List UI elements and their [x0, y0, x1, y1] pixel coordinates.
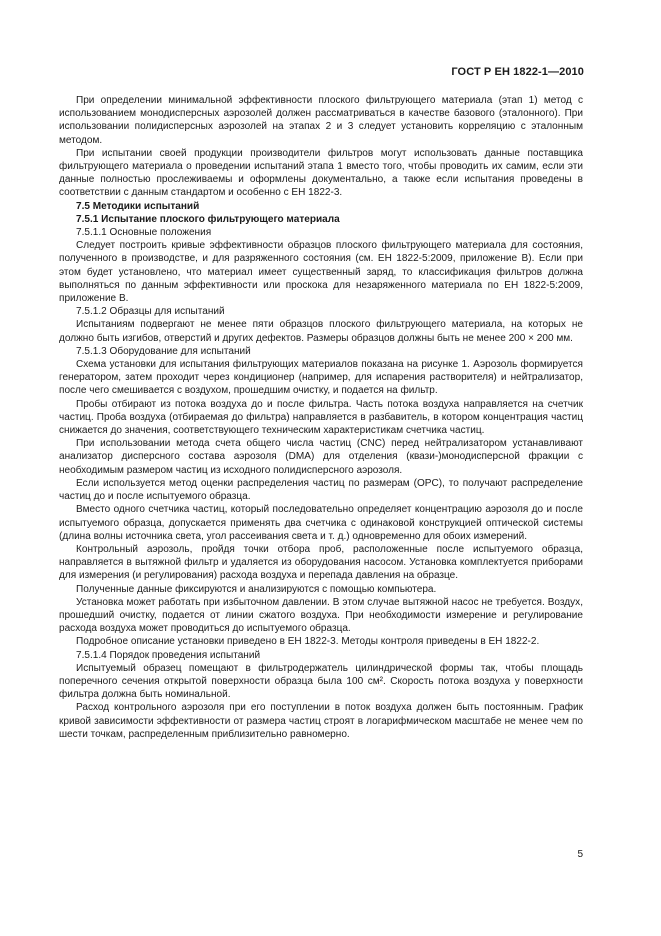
- paragraph: Схема установки для испытания фильтрующих материалов показана на рисунке 1. Аэрозоль формируется генератором, затем проходит через кондиционер (например, для испарения растворителя) и нейтрализатор, после чего смешивается с воздухом, прошедшим очистку, и подается на фильтр.: [59, 359, 583, 397]
- paragraph: Если используется метод оценки распределения частиц по размерам (OPC), то получают распределение частиц до и после испытуемого образца.: [59, 477, 583, 503]
- paragraph: При использовании метода счета общего числа частиц (CNC) перед нейтрализатором устанавливают анализатор дисперсного состава аэрозоля (DMA) для отделения (квази-)монодисперсной фракции с необходимым размером частиц из исходного полидисперсного аэрозоля.: [59, 438, 583, 476]
- paragraph: Испытуемый образец помещают в фильтродержатель цилиндрической формы так, чтобы площадь поперечного сечения открытой поверхности образца была 100 см². Скорость потока воздуха у поверхности фильтра должна быть номинальной.: [59, 662, 583, 701]
- paragraph: Следует построить кривые эффективности образцов плоского фильтрующего материала для состояния, полученного в производстве, и для разряженного состояния (см. ЕН 1822-5:2009, приложение В). Если при этом будет установлено, что материал имеет существенный заряд, то классификация фильтров должна выполняться по данным эффективности или проскока для незаряженного материала по ЕН 1822-5:2009, приложение В.: [59, 240, 583, 305]
- paragraph: Вместо одного счетчика частиц, который последовательно определяет концентрацию аэрозоля до и после испытуемого образца, допускается применять два счетчика с одинаковой конструкцией оптической системы (длина волны источника света, угол рассеивания света и т. д.) одновременно для обоих измерений.: [59, 504, 583, 542]
- paragraph: Полученные данные фиксируются и анализируются с помощью компьютера.: [76, 583, 437, 595]
- section-heading-7-5: 7.5 Методики испытаний: [76, 200, 200, 212]
- subsection-heading-7-5-1-2: 7.5.1.2 Образцы для испытаний: [76, 306, 225, 318]
- paragraph: При испытании своей продукции производители фильтров могут использовать данные поставщика фильтрующего материала о проведении испытаний этапа 1 вместо того, чтобы проводить их самим, если эти данные полностью прослеживаемы и оформлены документально, а также если испытания проведены в соответствии с данным стандартом и особенно с ЕН 1822-3.: [59, 147, 583, 199]
- subsection-heading-7-5-1-3: 7.5.1.3 Оборудование для испытаний: [76, 345, 251, 357]
- subsection-heading-7-5-1-4: 7.5.1.4 Порядок проведения испытаний: [76, 649, 261, 661]
- paragraph: Установка может работать при избыточном давлении. В этом случае вытяжной насос не требуется. Воздух, прошедший очистку, подается от линии сжатого воздуха. При необходимости измерение и регулирование расхода воздуха может проводиться до испытуемого образца.: [59, 596, 583, 635]
- document-code-header: ГОСТ Р ЕН 1822-1—2010: [451, 66, 584, 78]
- page-content: [59, 94, 583, 741]
- paragraph: Расход контрольного аэрозоля при его поступлении в поток воздуха должен быть постоянным. График кривой зависимости эффективности от размера частиц строят в логарифмическом масштабе не менее чем по шести точкам, распределенным приблизительно равномерно.: [59, 702, 583, 740]
- paragraph: Испытаниям подвергают не менее пяти образцов плоского фильтрующего материала, на которых не должно быть изгибов, отверстий и других дефектов. Размеры образцов должны быть не менее 200 × 200 мм.: [59, 319, 583, 344]
- paragraph: Пробы отбирают из потока воздуха до и после фильтра. Часть потока воздуха направляется на счетчик частиц. Проба воздуха (отбираемая до фильтра) направляется в разбавитель, в котором концентрация частиц снижается до значения, соответствующего техническим характеристикам счетчика частиц.: [59, 398, 583, 437]
- page-number: 5: [577, 849, 583, 860]
- section-heading-7-5-1: 7.5.1 Испытание плоского фильтрующего материала: [76, 213, 340, 225]
- paragraph: Контрольный аэрозоль, пройдя точки отбора проб, расположенные после испытуемого образца, направляется в вытяжной фильтр и удаляется из оборудования насосом. Установка комплектуется приборами для измерения (и регулирования) расхода воздуха и перепада давления на образце.: [59, 543, 583, 582]
- paragraph: Подробное описание установки приведено в ЕН 1822-3. Методы контроля приведены в ЕН 1822-2.: [76, 636, 540, 648]
- subsection-heading-7-5-1-1: 7.5.1.1 Основные положения: [76, 227, 212, 239]
- paragraph: При определении минимальной эффективности плоского фильтрующего материала (этап 1) метод с использованием монодисперсных аэрозолей должен рассматриваться в качестве базового (эталонного). При использовании полидисперсных аэрозолей на этапах 2 и 3 следует установить корреляцию с эталонным методом.: [59, 95, 583, 146]
